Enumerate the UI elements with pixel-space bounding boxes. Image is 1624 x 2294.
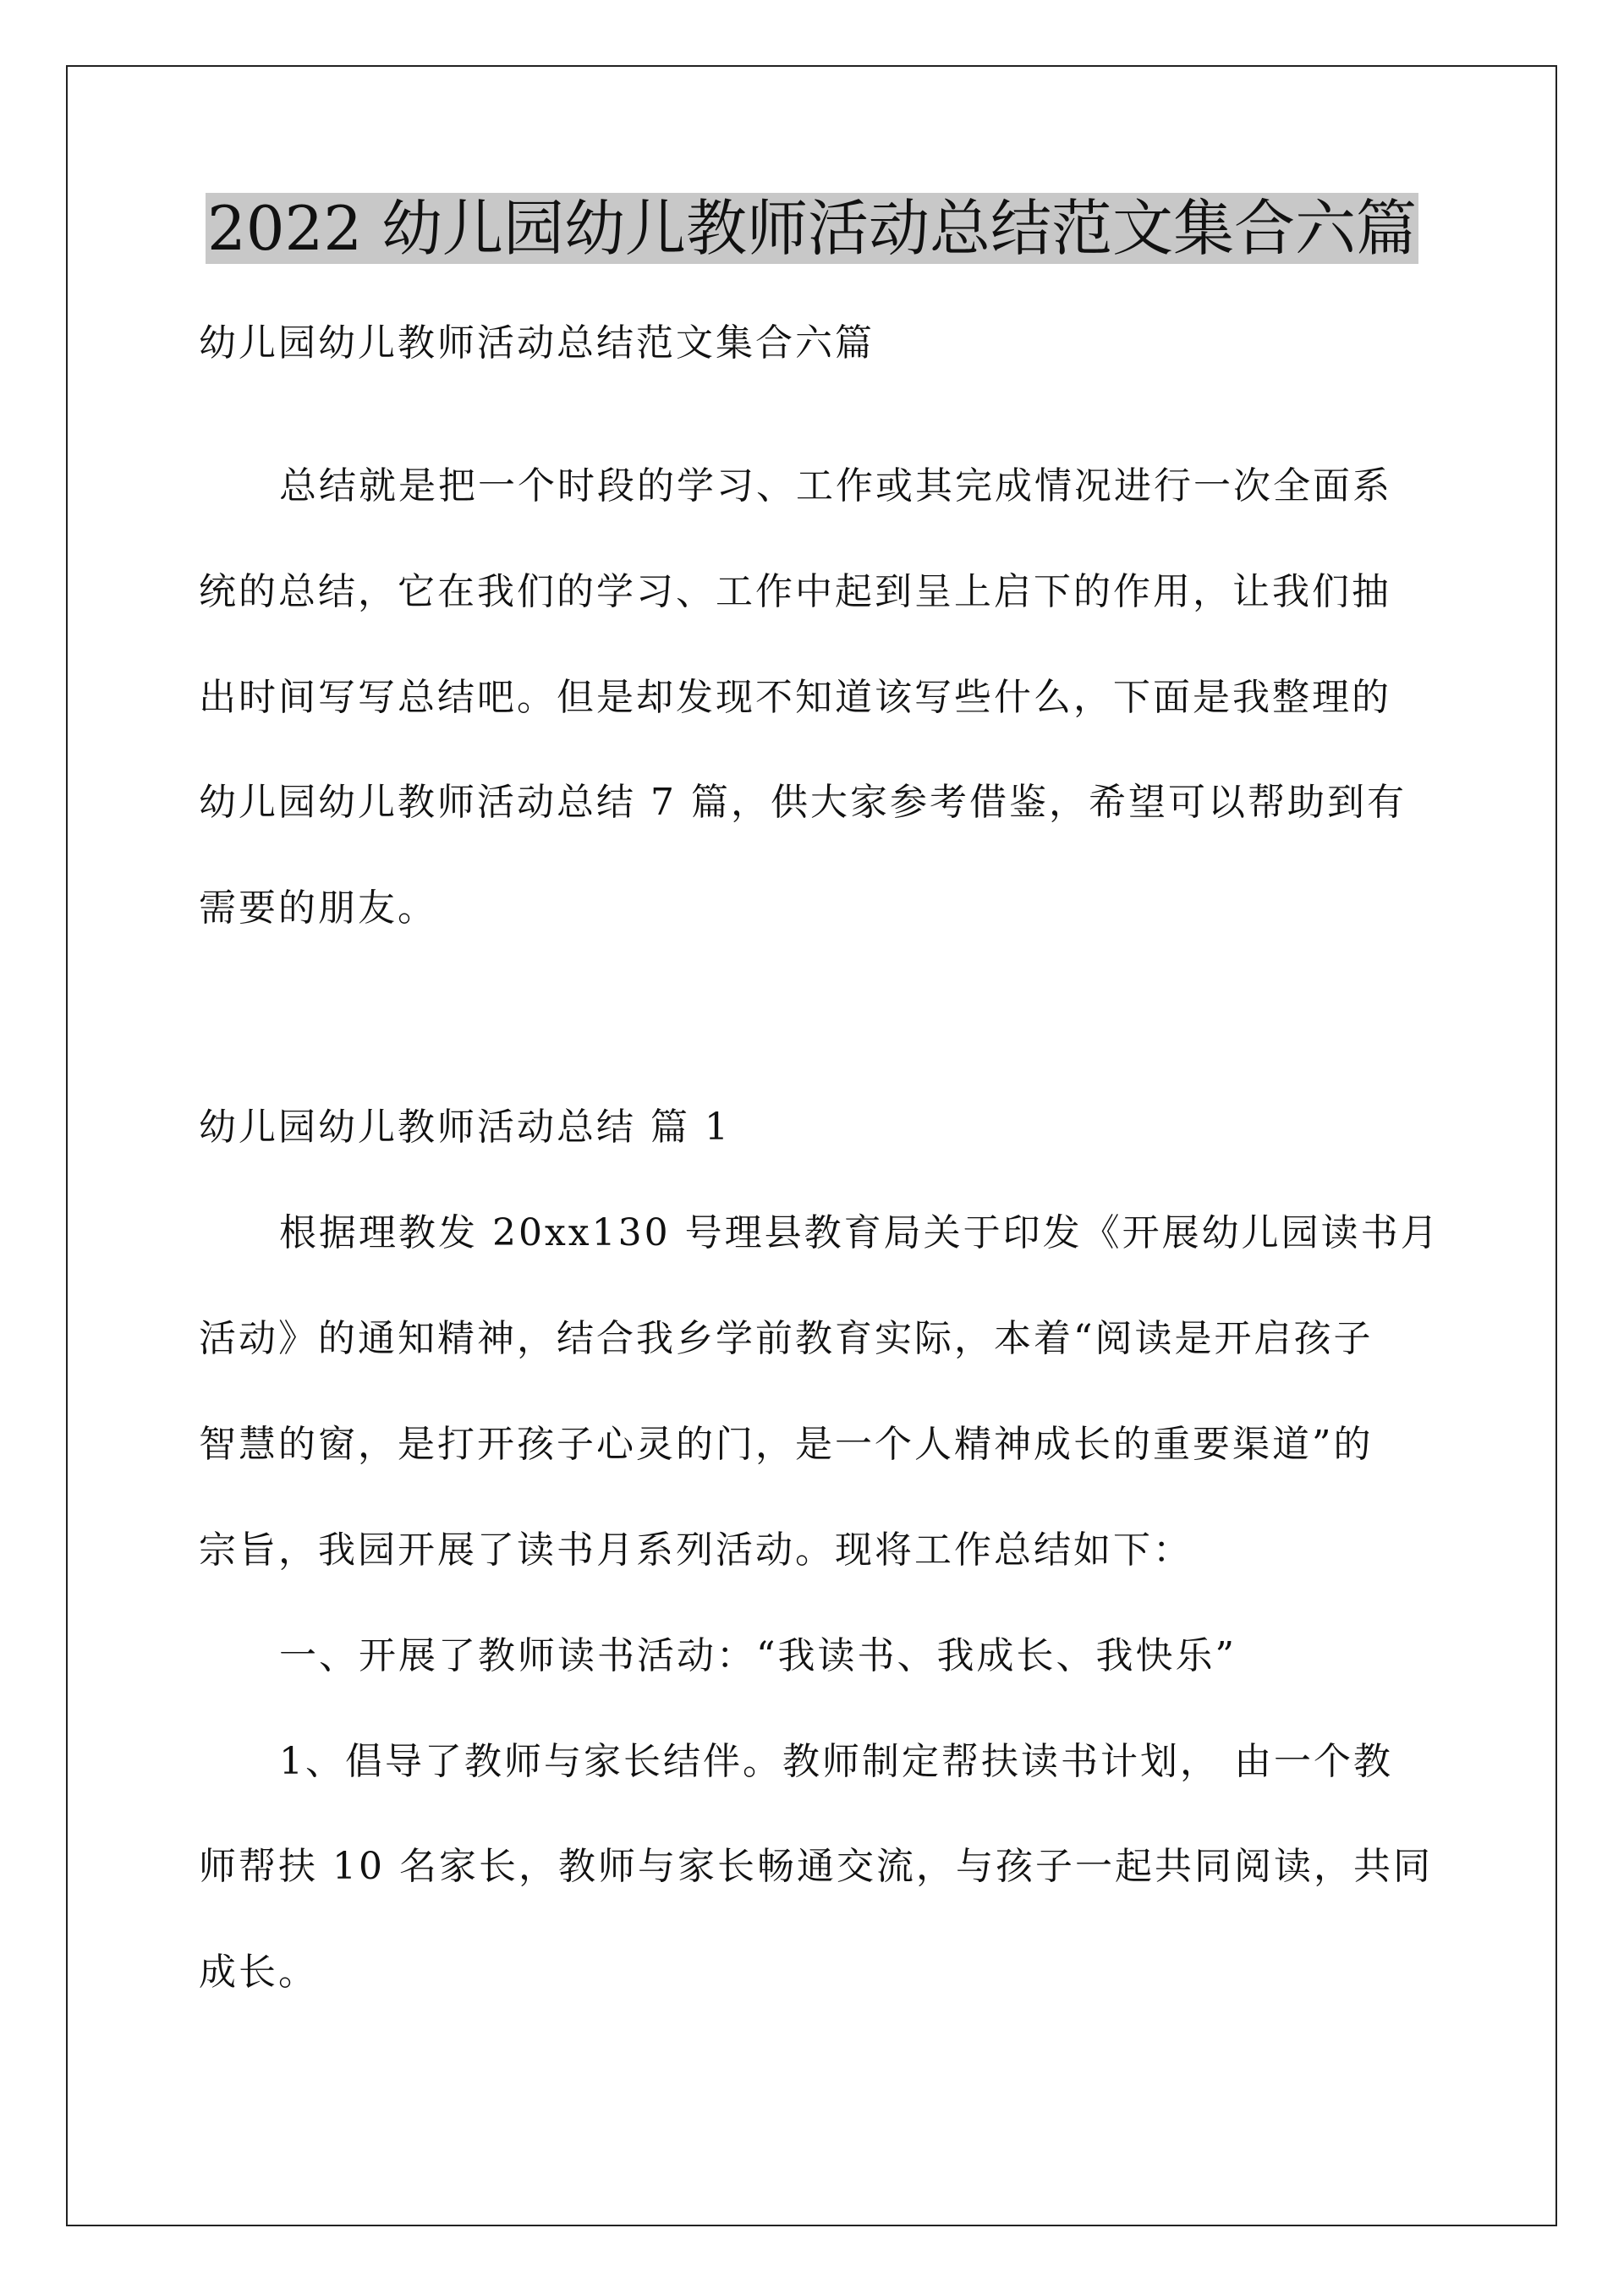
paragraph-line: 宗旨，我园开展了读书月系列活动。现将工作总结如下： bbox=[199, 1528, 1193, 1572]
section-heading: 幼儿园幼儿教师活动总结 篇 1 bbox=[199, 1106, 731, 1149]
paragraph-line: 成长。 bbox=[199, 1951, 318, 1994]
paragraph-line: 幼儿园幼儿教师活动总结 7 篇，供大家参考借鉴，希望可以帮助到有 bbox=[199, 781, 1407, 824]
title-highlight: 2022 幼儿园幼儿教师活动总结范文集合六篇 bbox=[206, 193, 1418, 264]
document-title bbox=[0, 188, 1624, 269]
paragraph-line: 总结就是把一个时段的学习、工作或其完成情况进行一次全面系 bbox=[279, 464, 1392, 508]
paragraph-line: 需要的朋友。 bbox=[199, 886, 437, 930]
paragraph-line: 1、倡导了教师与家长结伴。教师制定帮扶读书计划， 由一个教 bbox=[279, 1740, 1393, 1783]
subtitle-line: 幼儿园幼儿教师活动总结范文集合六篇 bbox=[199, 321, 875, 365]
paragraph-line: 出时间写写总结吧。但是却发现不知道该写些什么，下面是我整理的 bbox=[199, 676, 1391, 719]
paragraph-line: 统的总结，它在我们的学习、工作中起到呈上启下的作用，让我们抽 bbox=[199, 570, 1391, 613]
paragraph-line: 活动》的通知精神，结合我乡学前教育实际，本着“阅读是开启孩子 bbox=[199, 1317, 1374, 1360]
subheading-line: 一、开展了教师读书活动：“我读书、我成长、我快乐” bbox=[279, 1634, 1237, 1677]
paragraph-line: 根据理教发 20xx130 号理县教育局关于印发《开展幼儿园读书月 bbox=[279, 1211, 1440, 1254]
paragraph-line: 师帮扶 10 名家长，教师与家长畅通交流，与孩子一起共同阅读，共同 bbox=[199, 1845, 1433, 1888]
paragraph-line: 智慧的窗，是打开孩子心灵的门，是一个人精神成长的重要渠道”的 bbox=[199, 1423, 1374, 1466]
